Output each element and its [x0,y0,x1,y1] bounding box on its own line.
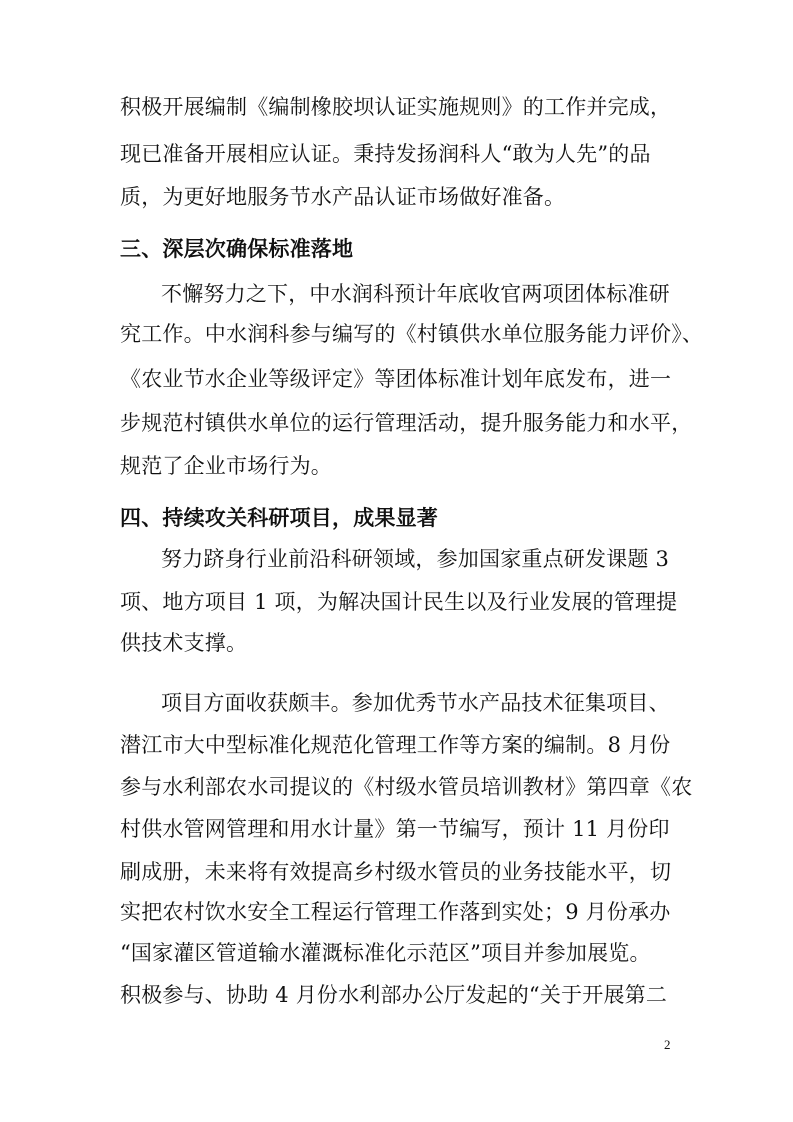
paragraph-line: 《农业节水企业等级评定》等团体标准计划年底发布，进一 [120,367,672,391]
paragraph-line: 质，为更好地服务节水产品认证市场做好准备。 [120,185,566,209]
paragraph-line: 努力跻身行业前沿科研领域，参加国家重点研发课题 3 [161,547,670,571]
paragraph-line: 实把农村饮水安全工程运行管理工作落到实处；9 月份承办 [120,900,671,924]
page-number: 2 [664,1037,671,1052]
paragraph-line: 潜江市大中型标准化规范化管理工作等方案的编制。8 月份 [120,733,671,757]
section-heading: 三、深层次确保标准落地 [120,237,354,261]
paragraph-line: 积极参与、协助 4 月份水利部办公厅发起的“关于开展第二 [120,983,668,1007]
paragraph-line: 不懈努力之下，中水润科预计年底收官两项团体标准研 [161,282,670,306]
paragraph-line: 项、地方项目 1 项，为解决国计民生以及行业发展的管理提 [120,590,678,614]
paragraph-line: 现已准备开展相应认证。秉持发扬润科人“敢为人先”的品 [120,142,651,166]
paragraph-line: “国家灌区管道输水灌溉标准化示范区”项目并参加展览。 [120,941,651,965]
section-heading: 四、持续攻关科研项目，成果显著 [120,506,438,530]
paragraph-line: 规范了企业市场行为。 [120,454,332,478]
paragraph-line: 究工作。中水润科参与编写的《村镇供水单位服务能力评价》、 [120,322,704,346]
paragraph-line: 项目方面收获颇丰。参加优秀节水产品技术征集项目、 [161,691,670,715]
paragraph-line: 参与水利部农水司提议的《村级水管员培训教材》第四章《农 [120,775,693,799]
paragraph-line: 刷成册，未来将有效提高乡村级水管员的业务技能水平，切 [120,860,672,884]
paragraph-line: 积极开展编制《编制橡胶坝认证实施规则》的工作并完成， [120,95,672,119]
paragraph-line: 供技术支撑。 [120,631,248,655]
paragraph-line: 步规范村镇供水单位的运行管理活动，提升服务能力和水平， [120,411,693,435]
paragraph-line: 村供水管网管理和用水计量》第一节编写，预计 11 月份印 [120,817,670,841]
